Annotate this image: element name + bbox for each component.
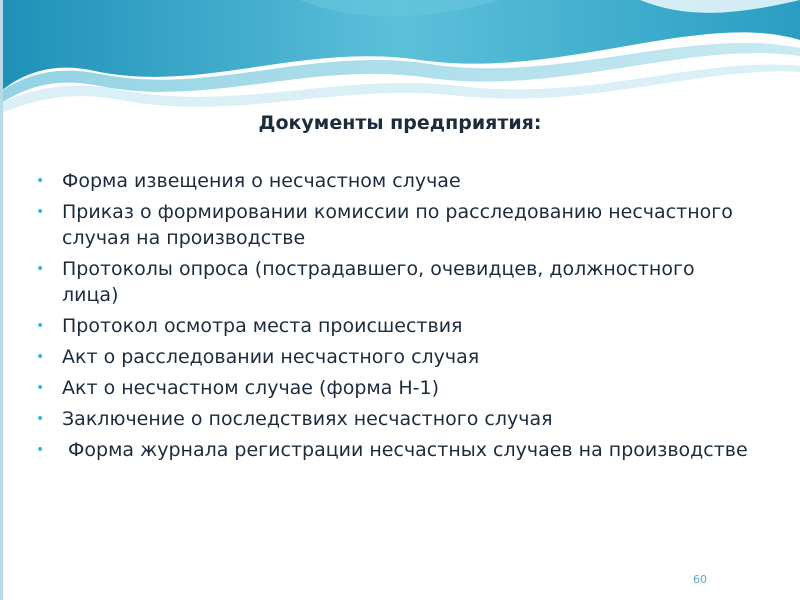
bullet-icon: • <box>36 349 45 365</box>
list-item-text: Заключение о последствиях несчастного случая <box>62 408 553 430</box>
list-item <box>36 344 756 370</box>
list-item <box>36 199 756 251</box>
list-item-text: Акт о расследовании несчастного случая <box>62 346 480 368</box>
list-item-text: Акт о несчастном случае (форма Н-1) <box>62 377 440 399</box>
bullet-icon: • <box>36 411 45 427</box>
page-number: 60 <box>693 573 707 586</box>
slide-title: Документы предприятия: <box>258 112 542 134</box>
list-item-text: Приказ о формировании комиссии по расследованию несчастного случая на производстве <box>62 201 739 249</box>
bullet-icon: • <box>36 261 45 277</box>
list-item <box>36 406 756 432</box>
bullet-icon: • <box>36 380 45 396</box>
list-item <box>36 313 756 339</box>
bullet-icon: • <box>36 318 45 334</box>
list-item-text: Протоколы опроса (пострадавшего, очевидцев, должностного лица) <box>62 258 701 306</box>
bullet-list <box>36 168 756 468</box>
bullet-icon: • <box>36 204 45 220</box>
list-item-text: Форма журнала регистрации несчастных случаев на производстве <box>62 439 748 461</box>
list-item-text: Протокол осмотра места происшествия <box>62 315 463 337</box>
list-item <box>36 437 756 463</box>
list-item <box>36 168 756 194</box>
bullet-icon: • <box>36 173 45 189</box>
list-item <box>36 375 756 401</box>
list-item-text: Форма извещения о несчастном случае <box>62 170 461 192</box>
bullet-icon: • <box>36 442 45 458</box>
left-border <box>0 0 3 600</box>
list-item <box>36 256 756 308</box>
